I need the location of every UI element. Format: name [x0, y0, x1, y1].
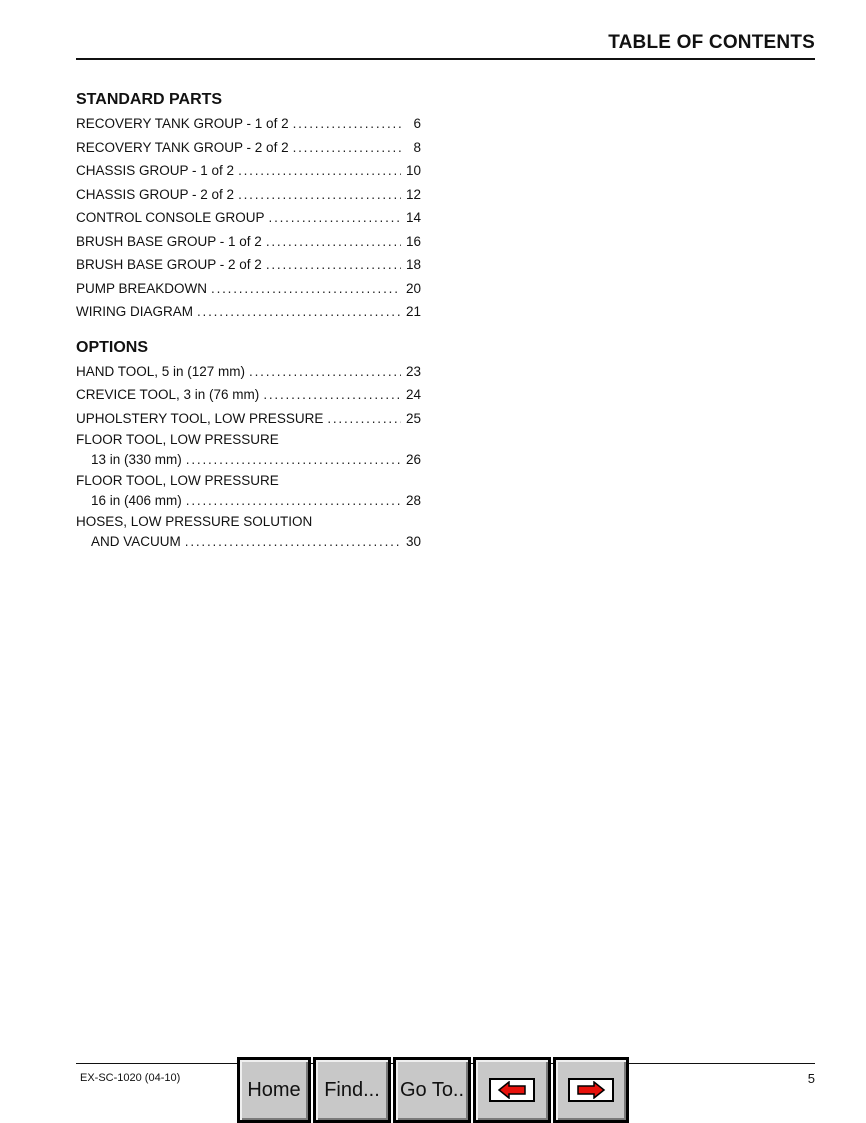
toc-entry-label: CONTROL CONSOLE GROUP [76, 210, 265, 225]
page-number: 5 [807, 1071, 815, 1086]
toc-entry-page: 18 [405, 257, 421, 272]
dot-leader [269, 206, 401, 230]
toc-entry-label: UPHOLSTERY TOOL, LOW PRESSURE [76, 410, 324, 426]
toc-entry-label-continued: 13 in (330 mm) [91, 452, 182, 467]
dot-leader [249, 360, 401, 384]
toc-entry-page: 14 [405, 210, 421, 225]
toc-entry-label-continued: 16 in (406 mm) [91, 493, 182, 508]
toc-entry-label: CHASSIS GROUP - 2 of 2 [76, 186, 235, 202]
toc-entry[interactable] [76, 383, 421, 407]
toc-entry-continuation [76, 531, 421, 553]
goto-button[interactable]: Go To.. [393, 1057, 471, 1123]
toc-entry[interactable] [76, 159, 421, 183]
toc-entry[interactable] [76, 407, 421, 431]
dot-leader [211, 277, 401, 301]
toc-entry-label: RECOVERY TANK GROUP - 2 of 2 [76, 139, 289, 155]
page-header [76, 30, 815, 60]
toc-entry[interactable] [76, 300, 421, 324]
toc-entry[interactable] [76, 230, 421, 254]
left-arrow-icon [489, 1078, 535, 1102]
toc-entry-label: RECOVERY TANK GROUP - 1 of 2 [76, 116, 289, 131]
toc-entry-label: CHASSIS GROUP - 1 of 2 [76, 163, 235, 178]
home-button[interactable]: Home [237, 1057, 311, 1123]
toc-entry-label: CREVICE TOOL, 3 in (76 mm) [76, 387, 260, 402]
toc-entry-label: HAND TOOL, 5 in (127 mm) [76, 363, 246, 379]
toc-entry-page: 21 [405, 304, 421, 319]
toc-entry[interactable] [76, 206, 421, 230]
toc-entry-page: 20 [405, 280, 421, 296]
toc-entry-page: 25 [405, 410, 421, 426]
dot-leader [327, 407, 401, 431]
dot-leader [238, 159, 401, 183]
toc-entry-continuation [76, 490, 421, 512]
toc-entry-page: 10 [405, 163, 421, 178]
dot-leader [266, 230, 401, 254]
toc-entry-label: PUMP BREAKDOWN [76, 280, 208, 296]
next-page-button[interactable] [553, 1057, 629, 1123]
table-of-contents [76, 88, 421, 553]
toc-entry[interactable] [76, 277, 421, 301]
toc-entry[interactable] [76, 471, 421, 512]
toc-entry-page: 6 [413, 116, 421, 131]
toc-entry-continuation [76, 449, 421, 471]
toc-entry-label: HOSES, LOW PRESSURE SOLUTION [76, 514, 313, 529]
toc-entry-page: 24 [405, 387, 421, 402]
dot-leader [186, 449, 401, 471]
toc-entry-label: FLOOR TOOL, LOW PRESSURE [76, 432, 279, 447]
previous-page-button[interactable] [473, 1057, 551, 1123]
toc-entry-page: 12 [405, 186, 421, 202]
toc-entry-label: BRUSH BASE GROUP - 1 of 2 [76, 233, 262, 249]
toc-entry-label: BRUSH BASE GROUP - 2 of 2 [76, 257, 262, 272]
toc-entry-page: 28 [405, 493, 421, 508]
navigation-bar [237, 1057, 629, 1123]
find-button[interactable]: Find... [313, 1057, 391, 1123]
section-heading-options: OPTIONS [76, 338, 149, 356]
dot-leader [266, 253, 401, 277]
toc-entry-label-continued: AND VACUUM [91, 534, 181, 549]
page-title: TABLE OF CONTENTS [608, 32, 815, 53]
toc-entry-label: FLOOR TOOL, LOW PRESSURE [76, 473, 279, 488]
dot-leader [293, 112, 401, 136]
dot-leader [263, 383, 401, 407]
right-arrow-icon [568, 1078, 614, 1102]
toc-entry[interactable] [76, 253, 421, 277]
toc-entry-page: 26 [405, 452, 421, 467]
dot-leader [238, 183, 401, 207]
toc-entry[interactable] [76, 360, 421, 384]
toc-entry[interactable] [76, 136, 421, 160]
toc-entry[interactable] [76, 112, 421, 136]
toc-entry[interactable] [76, 183, 421, 207]
section-heading-standard-parts: STANDARD PARTS [76, 91, 223, 108]
toc-entry[interactable] [76, 430, 421, 471]
toc-entry-label: WIRING DIAGRAM [76, 304, 193, 319]
toc-entry-page: 30 [405, 534, 421, 549]
dot-leader [197, 300, 401, 324]
toc-entry-page: 8 [413, 139, 421, 155]
dot-leader [293, 136, 401, 160]
toc-entry-page: 23 [405, 363, 421, 379]
dot-leader [185, 531, 401, 553]
toc-entry-page: 16 [405, 233, 421, 249]
toc-entry[interactable] [76, 512, 421, 553]
document-code: EX-SC-1020 (04-10) [80, 1072, 181, 1084]
dot-leader [186, 490, 401, 512]
